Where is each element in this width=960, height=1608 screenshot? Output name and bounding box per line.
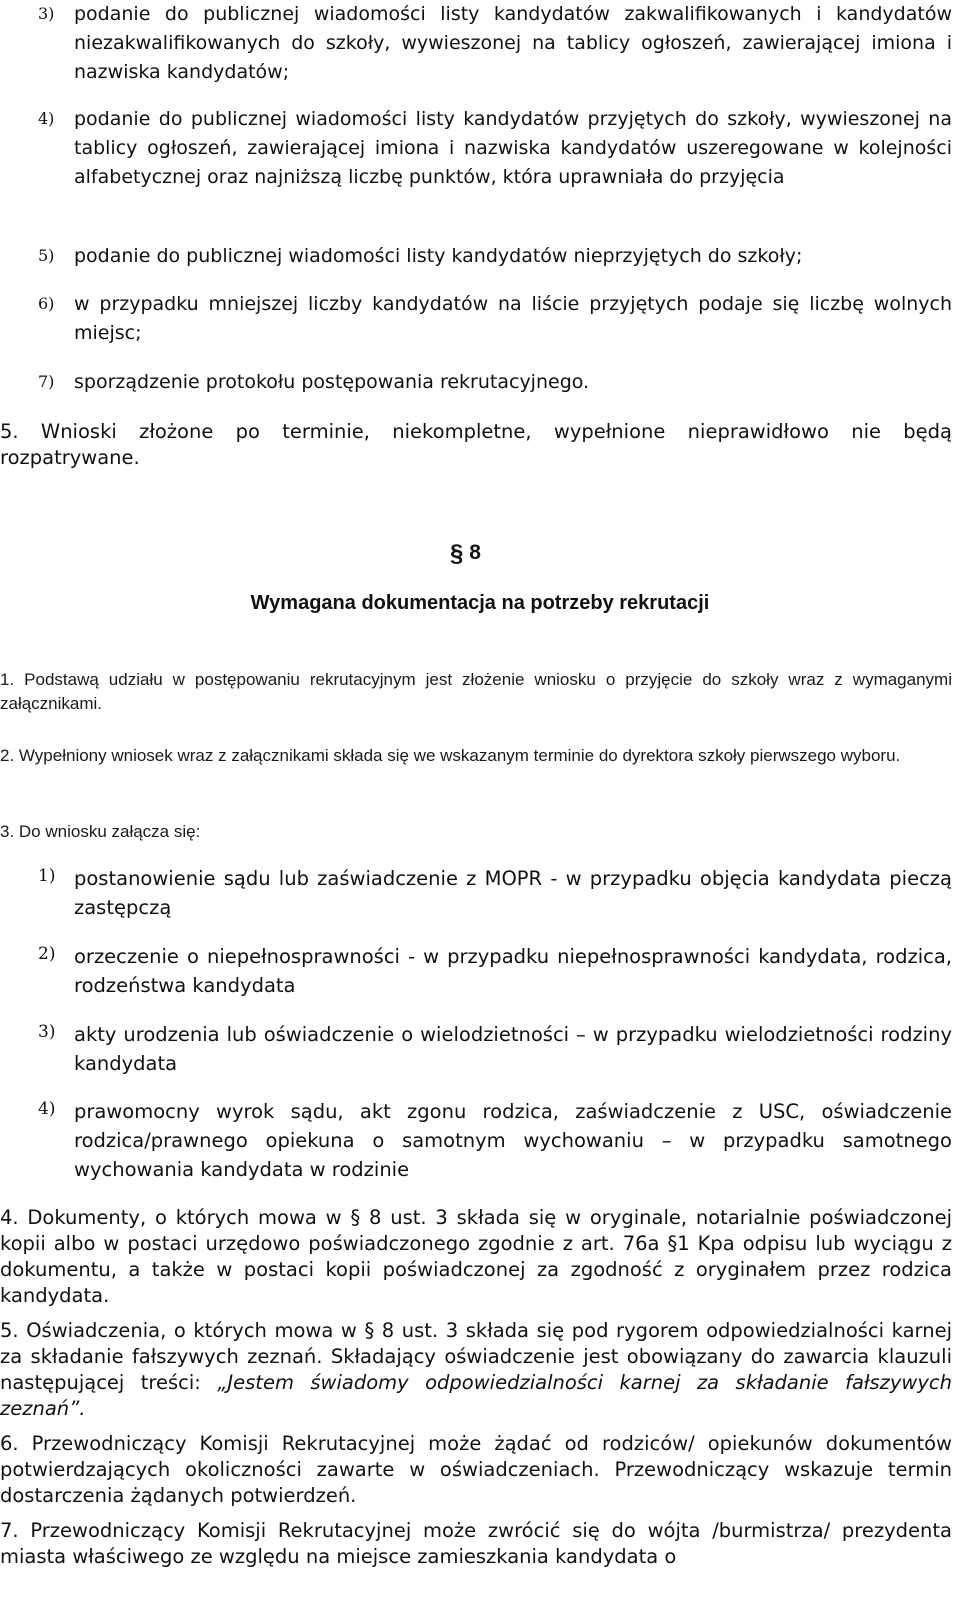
attachment-list-item [38, 942, 952, 1000]
list-text: podanie do publicznej wiadomości listy kandydatów zakwalifikowanych i kandydatów niezakwalifikowanych do szkoły, wywieszonej na tablicy ogłoszeń, zawierającej imiona i nazwiska kandydatów; [74, 3, 952, 83]
paragraph-4: 4. Dokumenty, o których mowa w § 8 ust. 3 składa się w oryginale, notarialnie poświadczonej kopii albo w postaci urzędowo poświadczonego zgodnie z art. 76a §1 Kpa odpisu lub wyciągu z dokumentu, a także w postaci kopii poświadczonej za zgodność z oryginałem przez rodzica kandydata. [0, 1206, 952, 1307]
paragraph-point-5: 5. Wnioski złożone po terminie, niekompletne, wypełnione nieprawidłowo nie będą rozpatrywane. [0, 420, 952, 469]
paragraph-2: 2. Wypełniony wniosek wraz z załącznikami składa się we wskazanym terminie do dyrektora szkoły pierwszego wyboru. [0, 746, 901, 765]
paragraph-3: 3. Do wniosku załącza się: [0, 822, 201, 841]
section-number [450, 540, 481, 568]
paragraph-5-quote: „Jestem świadomy odpowiedzialności karnej za składanie fałszywych zeznań”. [0, 1371, 952, 1420]
paragraph-7: 7. Przewodniczący Komisji Rekrutacyjnej może zwrócić się do wójta /burmistrza/ prezydenta miasta właściwego ze względu na miejsce zamieszkania kandydata o [0, 1519, 952, 1568]
list-number: 5) [38, 246, 55, 265]
list-text: w przypadku mniejszej liczby kandydatów na liście przyjętych podaje się liczbę wolnych miejsc; [74, 293, 952, 344]
list-text: podanie do publicznej wiadomości listy kandydatów nieprzyjętych do szkoły; [74, 245, 803, 267]
list-item [38, 0, 952, 87]
paragraph-5 [0, 1318, 952, 1422]
list-item [38, 290, 952, 348]
list-text: akty urodzenia lub oświadczenie o wielodzietności – w przypadku wielodzietności rodziny kandydata [74, 1023, 952, 1075]
list-number: 3) [38, 4, 55, 23]
list-text: orzeczenie o niepełnosprawności - w przypadku niepełnosprawności kandydata, rodzica, rodzeństwa kandydata [74, 945, 952, 997]
list-number: 2) [38, 944, 56, 964]
attachment-list-item [38, 1020, 952, 1078]
list-text: prawomocny wyrok sądu, akt zgonu rodzica, zaświadczenie z USC, oświadczenie rodzica/prawnego opiekuna o samotnym wychowaniu – w przypadku samotnego wychowania kandydata w rodzinie [74, 1100, 952, 1181]
list-text: postanowienie sądu lub zaświadczenie z MOPR - w przypadku objęcia kandydata pieczą zastępczą [74, 867, 952, 919]
paragraph-1: 1. Podstawą udziału w postępowaniu rekrutacyjnym jest złożenie wniosku o przyjęcie do szkoły wraz z wymaganymi załącznikami. [0, 670, 952, 713]
attachment-list-item [38, 1097, 952, 1184]
list-number: 4) [38, 109, 55, 128]
list-number: 4) [38, 1099, 56, 1119]
list-number: 7) [38, 372, 55, 391]
list-number: 1) [38, 866, 56, 886]
list-number: 6) [38, 294, 55, 313]
list-item [38, 368, 952, 397]
section-number-value: 8 [469, 541, 481, 564]
list-text: sporządzenie protokołu postępowania rekrutacyjnego. [74, 371, 590, 393]
section-title: Wymagana dokumentacja na potrzeby rekrutacji [250, 592, 710, 614]
list-number: 3) [38, 1022, 56, 1042]
section-symbol: § [450, 540, 464, 567]
attachment-list-item [38, 864, 952, 922]
list-item [38, 242, 952, 271]
list-text: podanie do publicznej wiadomości listy kandydatów przyjętych do szkoły, wywieszonej na tablicy ogłoszeń, zawierającej imiona i nazwiska kandydatów uszeregowane w kolejności alfabetycznej oraz najniższą liczbę punktów, która uprawniała do przyjęcia [74, 108, 952, 188]
list-item [38, 105, 952, 192]
paragraph-5-text: 5. Oświadczenia, o których mowa w § 8 ust. 3 składa się pod rygorem odpowiedzialności karnej za składanie fałszywych zeznań. Składający oświadczenie jest obowiązany do zawarcia klauzuli następującej treści: [0, 1319, 952, 1394]
paragraph-6: 6. Przewodniczący Komisji Rekrutacyjnej może żądać od rodziców/ opiekunów dokumentów potwierdzających okoliczności zawarte w oświadczeniach. Przewodniczący wskazuje termin dostarczenia żądanych potwierdzeń. [0, 1432, 952, 1507]
